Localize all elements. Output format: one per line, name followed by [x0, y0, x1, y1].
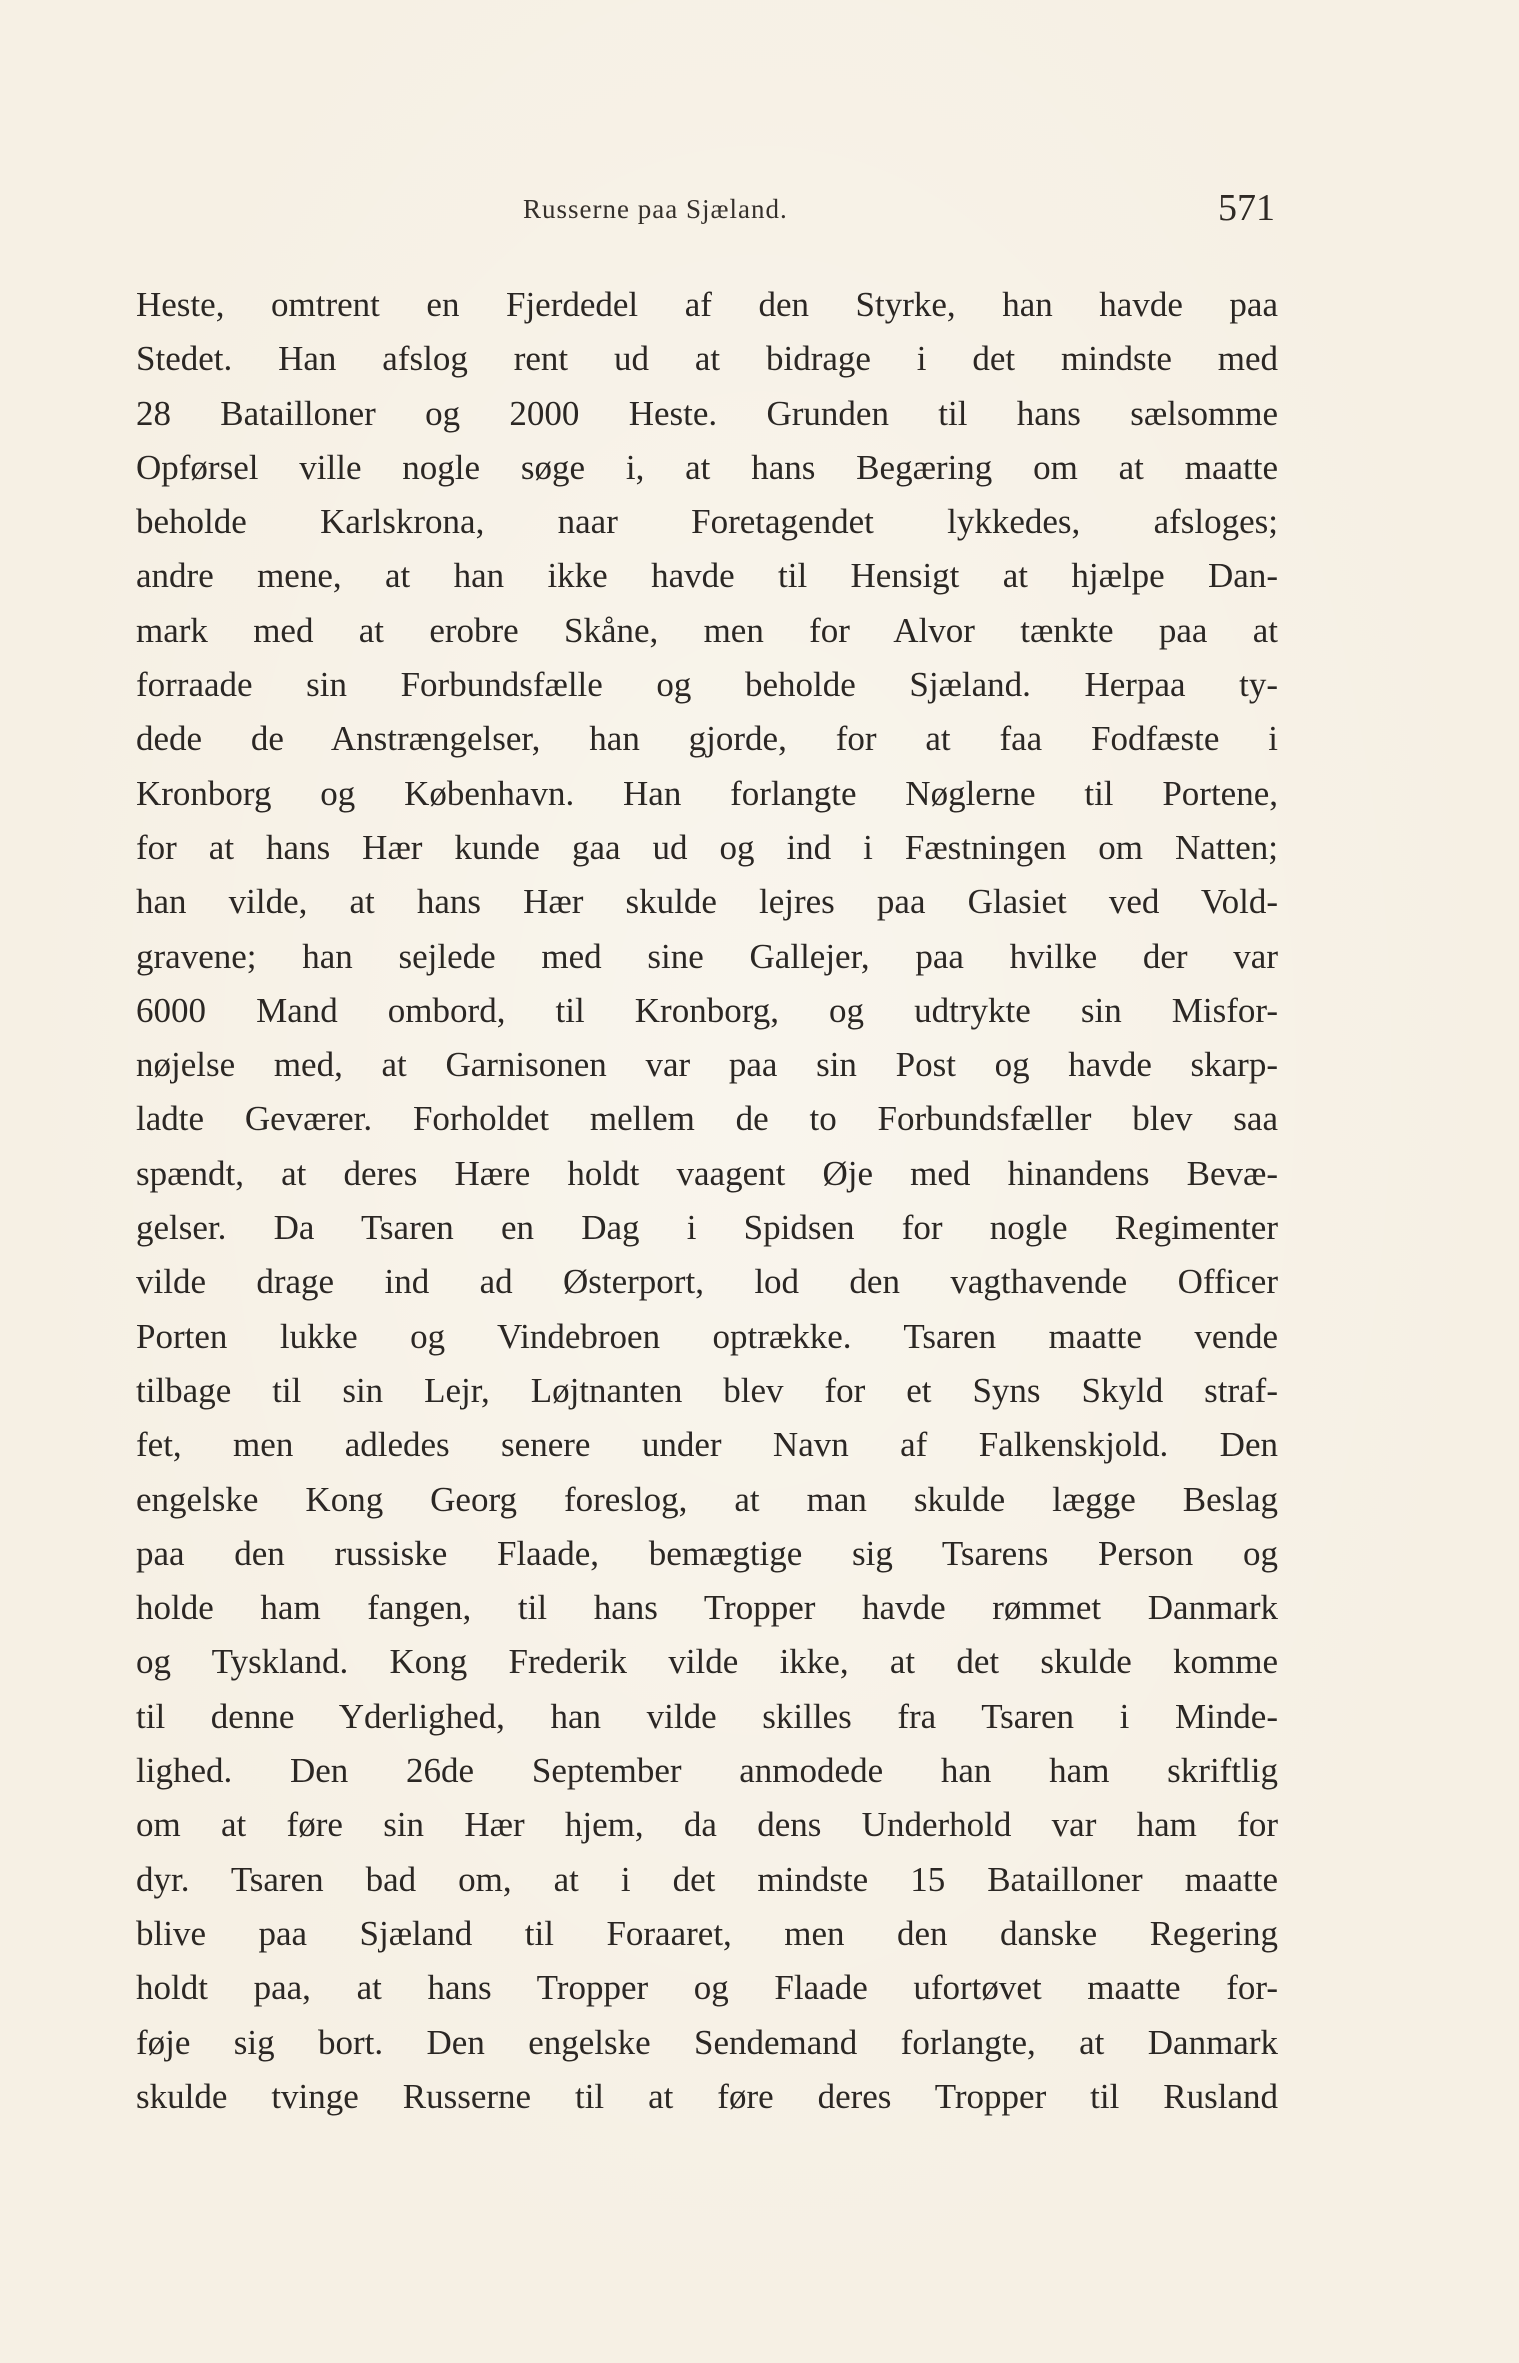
text-line: skulde tvinge Russerne til at føre deres Tropper til Rusland	[136, 2076, 1278, 2116]
text-line: for at hans Hær kunde gaa ud og ind i Fæstningen om Natten;	[136, 827, 1278, 867]
body-text	[136, 278, 1278, 2124]
text-line: lighed. Den 26de September anmodede han ham skriftlig	[136, 1751, 1278, 1791]
text-line: dyr. Tsaren bad om, at i det mindste 15 Batailloner maatte	[136, 1859, 1278, 1899]
text-line: paa den russiske Flaade, bemægtige sig Tsarens Person og	[136, 1533, 1278, 1573]
text-line: Stedet. Han afslog rent ud at bidrage i det mindste med	[136, 339, 1278, 379]
text-line: holdt paa, at hans Tropper og Flaade ufortøvet maatte for-	[136, 1968, 1278, 2008]
text-line: Opførsel ville nogle søge i, at hans Begæring om at maatte	[136, 447, 1278, 487]
running-head	[0, 186, 1519, 246]
text-line: han vilde, at hans Hær skulde lejres paa Glasiet ved Vold-	[136, 882, 1278, 922]
text-line: Heste, omtrent en Fjerdedel af den Styrke, han havde paa	[136, 285, 1278, 324]
text-line: dede de Anstrængelser, han gjorde, for at faa Fodfæste i	[136, 719, 1278, 759]
text-line: 6000 Mand ombord, til Kronborg, og udtrykte sin Misfor-	[136, 990, 1278, 1030]
text-line: til denne Yderlighed, han vilde skilles fra Tsaren i Minde-	[136, 1696, 1278, 1736]
text-line: mark med at erobre Skåne, men for Alvor tænkte paa at	[136, 610, 1278, 650]
text-line: vilde drage ind ad Østerport, lod den vagthavende Officer	[136, 1262, 1278, 1302]
text-line: Kronborg og København. Han forlangte Nøglerne til Portene,	[136, 773, 1278, 813]
text-line: engelske Kong Georg foreslog, at man skulde lægge Beslag	[136, 1479, 1278, 1519]
text-line: Porten lukke og Vindebroen optrække. Tsaren maatte vende	[136, 1316, 1278, 1356]
text-line: fet, men adledes senere under Navn af Falkenskjold. Den	[136, 1425, 1278, 1465]
text-line: gravene; han sejlede med sine Gallejer, paa hvilke der var	[136, 936, 1278, 976]
text-line: blive paa Sjæland til Foraaret, men den danske Regering	[136, 1913, 1278, 1953]
text-line: om at føre sin Hær hjem, da dens Underhold var ham for	[136, 1805, 1278, 1845]
text-line: føje sig bort. Den engelske Sendemand forlangte, at Danmark	[136, 2022, 1278, 2062]
text-line: andre mene, at han ikke havde til Hensigt at hjælpe Dan-	[136, 556, 1278, 596]
text-line: spændt, at deres Hære holdt vaagent Øje med hinandens Bevæ-	[136, 1153, 1278, 1193]
text-line: forraade sin Forbundsfælle og beholde Sjæland. Herpaa ty-	[136, 665, 1278, 705]
text-line: tilbage til sin Lejr, Løjtnanten blev for et Syns Skyld straf-	[136, 1370, 1278, 1410]
text-line: holde ham fangen, til hans Tropper havde rømmet Danmark	[136, 1588, 1278, 1628]
text-line: nøjelse med, at Garnisonen var paa sin Post og havde skarp-	[136, 1045, 1278, 1085]
text-line: ladte Geværer. Forholdet mellem de to Forbundsfæller blev saa	[136, 1099, 1278, 1139]
text-line: gelser. Da Tsaren en Dag i Spidsen for nogle Regimenter	[136, 1208, 1278, 1248]
text-line: beholde Karlskrona, naar Foretagendet lykkedes, afsloges;	[136, 502, 1278, 542]
text-line: 28 Batailloner og 2000 Heste. Grunden til hans sælsomme	[136, 393, 1278, 433]
page-number: 571	[1218, 187, 1275, 229]
text-line: og Tyskland. Kong Frederik vilde ikke, at det skulde komme	[136, 1642, 1278, 1682]
running-title: Russerne paa Sjæland.	[523, 194, 788, 224]
